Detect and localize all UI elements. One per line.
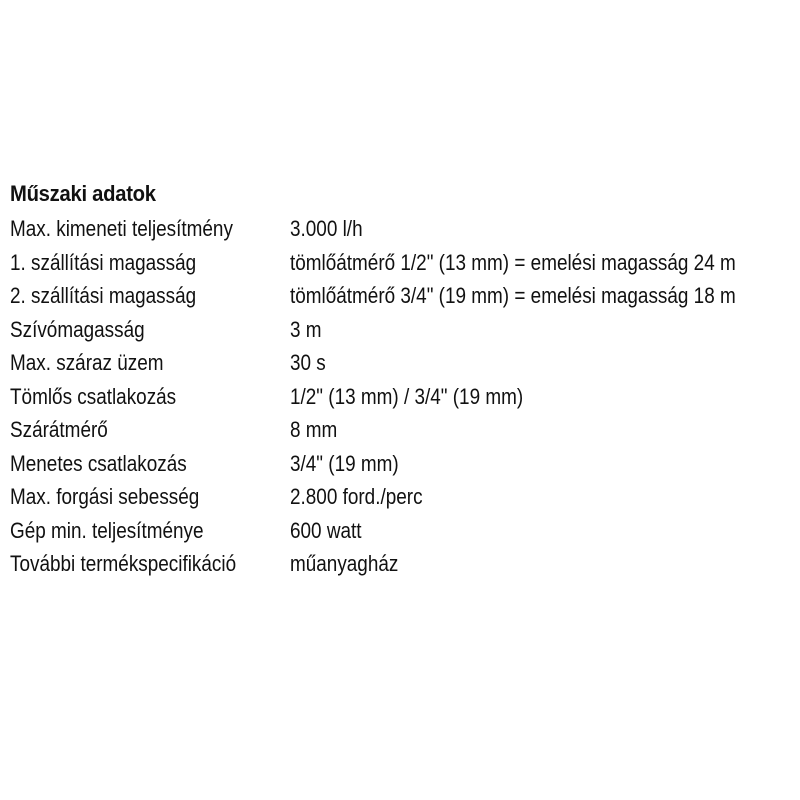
spec-label: Szívómagasság	[10, 316, 145, 342]
spec-row	[10, 514, 800, 548]
spec-label: Max. kimeneti teljesítmény	[10, 216, 233, 241]
spec-row	[10, 212, 800, 246]
spec-row	[10, 480, 800, 514]
spec-row	[10, 380, 800, 414]
spec-label: 1. szállítási magasság	[10, 249, 197, 275]
spec-label: 2. szállítási magasság	[10, 283, 197, 308]
spec-label: Tömlős csatlakozás	[10, 383, 177, 409]
spec-value: 8 mm	[290, 417, 338, 442]
spec-label: Gép min. teljesítménye	[10, 517, 204, 543]
spec-value: 600 watt	[290, 517, 362, 543]
spec-value: 2.800 ford./perc	[290, 484, 423, 509]
spec-label: Max. forgási sebesség	[10, 484, 200, 509]
spec-title: Műszaki adatok	[10, 181, 156, 206]
spec-value: 3/4" (19 mm)	[290, 450, 399, 476]
spec-row	[10, 279, 800, 313]
spec-sheet	[10, 176, 800, 581]
spec-label: További termékspecifikáció	[10, 551, 237, 576]
spec-value: 3.000 l/h	[290, 216, 363, 241]
spec-value: 30 s	[290, 350, 326, 375]
spec-row	[10, 313, 800, 347]
spec-label: Max. száraz üzem	[10, 350, 164, 375]
spec-label: Szárátmérő	[10, 417, 108, 442]
spec-value: műanyagház	[290, 551, 399, 576]
spec-value: tömlőátmérő 1/2" (13 mm) = emelési magasság 24 m	[290, 249, 736, 275]
spec-row	[10, 447, 800, 481]
spec-label: Menetes csatlakozás	[10, 450, 187, 476]
spec-row	[10, 413, 800, 447]
spec-row	[10, 246, 800, 280]
spec-value: 1/2" (13 mm) / 3/4" (19 mm)	[290, 383, 524, 409]
spec-row	[10, 547, 800, 581]
spec-row	[10, 346, 800, 380]
spec-value: 3 m	[290, 316, 322, 342]
spec-value: tömlőátmérő 3/4" (19 mm) = emelési magasság 18 m	[290, 283, 736, 308]
